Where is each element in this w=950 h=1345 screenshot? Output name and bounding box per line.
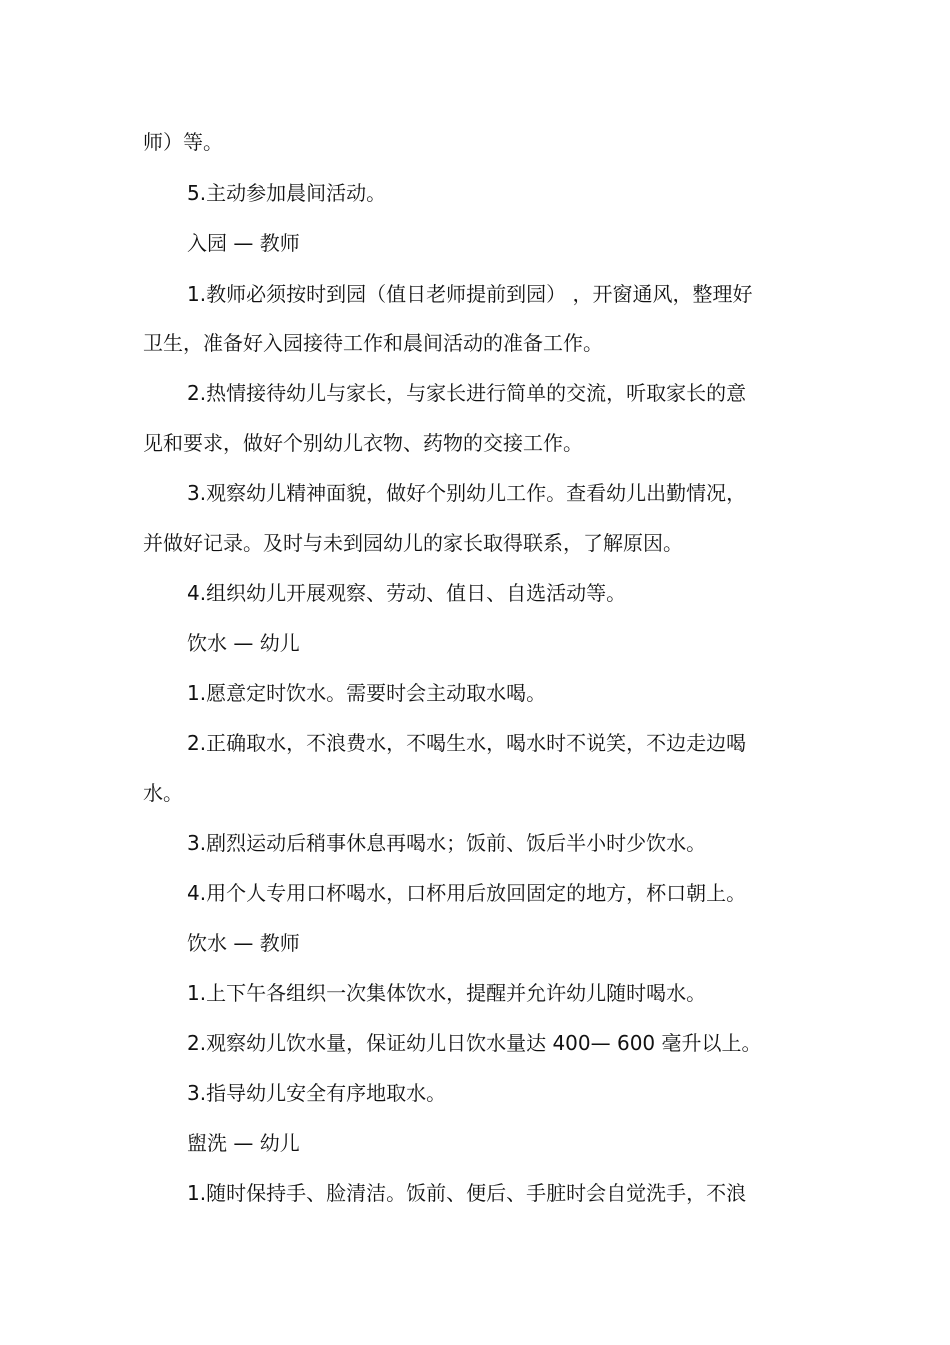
list-item: 3.指导幼儿安全有序地取水。 (187, 1081, 447, 1105)
list-item: 2.观察幼儿饮水量，保证幼儿日饮水量达 400— 600 毫升以上。 (187, 1031, 762, 1055)
text-line: 见和要求，做好个别幼儿衣物、药物的交接工作。 (143, 431, 583, 455)
section-heading: 饮水 — 教师 (187, 931, 300, 955)
list-item: 1.愿意定时饮水。需要时会主动取水喝。 (187, 681, 547, 705)
text-line: 水。 (143, 781, 183, 805)
list-item: 3.剧烈运动后稍事休息再喝水；饭前、饭后半小时少饮水。 (187, 831, 707, 855)
list-item: 4.组织幼儿开展观察、劳动、值日、自选活动等。 (187, 581, 627, 605)
section-heading: 入园 — 教师 (187, 231, 300, 255)
list-item: 2.热情接待幼儿与家长，与家长进行简单的交流，听取家长的意 (187, 381, 747, 405)
text-line: 并做好记录。及时与未到园幼儿的家长取得联系，了解原因。 (143, 531, 683, 555)
list-item: 1.随时保持手、脸清洁。饭前、便后、手脏时会自觉洗手，不浪 (187, 1181, 747, 1205)
list-item: 2.正确取水，不浪费水，不喝生水，喝水时不说笑，不边走边喝 (187, 731, 747, 755)
text-line: 卫生，准备好入园接待工作和晨间活动的准备工作。 (143, 331, 603, 355)
list-item: 3.观察幼儿精神面貌，做好个别幼儿工作。查看幼儿出勤情况， (187, 481, 747, 505)
section-heading: 饮水 — 幼儿 (187, 631, 300, 655)
list-item: 4.用个人专用口杯喝水，口杯用后放回固定的地方，杯口朝上。 (187, 881, 747, 905)
section-heading: 盥洗 — 幼儿 (187, 1131, 300, 1155)
list-item: 5.主动参加晨间活动。 (187, 181, 387, 205)
list-item: 1.上下午各组织一次集体饮水，提醒并允许幼儿随时喝水。 (187, 981, 707, 1005)
text-line: 师）等。 (143, 130, 223, 154)
list-item: 1.教师必须按时到园（值日老师提前到园） ，开窗通风，整理好 (187, 282, 753, 306)
